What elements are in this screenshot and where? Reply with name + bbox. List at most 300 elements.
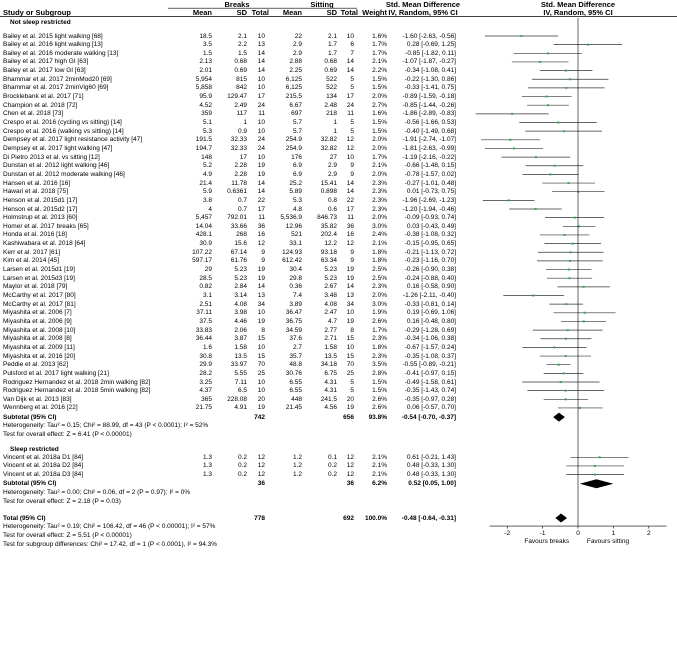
- effect-ci: -0.15 [-0.95, 0.65]: [404, 240, 456, 248]
- total-breaks: 36: [257, 222, 265, 230]
- effect-ci: -0.23 [-1.16, 0.70]: [404, 257, 456, 265]
- mean-breaks: 3.1: [202, 292, 212, 299]
- sd-sitting: 1: [333, 119, 337, 126]
- total-sitting: 11: [347, 110, 354, 118]
- mean-sitting: 5.7: [292, 127, 302, 135]
- subgroup-title: Not sleep restricted: [10, 19, 71, 26]
- weight: 3.0%: [372, 300, 387, 308]
- sd-breaks: 33.97: [230, 361, 247, 369]
- total-sitting: 12: [346, 144, 354, 152]
- study-name: Brocklebank et al. 2017 [71]: [3, 93, 84, 101]
- total-sitting: 14: [346, 58, 354, 66]
- weight: 1.5%: [372, 378, 387, 386]
- sd-sitting: 2.67: [324, 283, 337, 291]
- subtotal-weight: 6.2%: [372, 480, 387, 488]
- mean-breaks: 4.9: [202, 170, 212, 178]
- mean-sitting: 521: [291, 231, 302, 239]
- mean-breaks: 29.9: [199, 361, 212, 369]
- weight: 1.6%: [372, 32, 387, 40]
- mean-sitting: 30.4: [289, 266, 302, 274]
- mean-breaks: 36.44: [195, 335, 212, 343]
- mean-sitting: 448: [291, 395, 302, 403]
- point-estimate: [594, 474, 596, 476]
- weight-header: Weight: [362, 7, 387, 17]
- effect-ci: -0.24 [-0.88, 0.40]: [404, 274, 456, 282]
- weight: 2.3%: [372, 283, 387, 291]
- x-tick-label: 1: [611, 530, 616, 538]
- total-sitting: 5: [350, 387, 354, 395]
- sd-sitting: 32.82: [320, 144, 337, 152]
- weight: 2.3%: [372, 352, 387, 360]
- total-weight: 100.0%: [364, 514, 387, 522]
- point-estimate: [558, 364, 560, 366]
- smd-plot-method-header: IV, Random, 95% CI: [543, 7, 613, 17]
- effect-ci: -1.81 [-2.63, -0.99]: [402, 144, 456, 152]
- study-name: Crespo et al. 2016 (cycling vs sitting) [14]: [3, 119, 122, 126]
- sd-sitting: 93.18: [320, 248, 337, 256]
- sd-sitting: 0.898: [320, 188, 337, 196]
- effect-ci: 0.16 [-0.48, 0.80]: [406, 317, 456, 325]
- total-breaks: 19: [257, 404, 265, 412]
- total-breaks: 34: [257, 300, 265, 308]
- total-breaks: 14: [257, 283, 265, 291]
- point-estimate: [584, 312, 586, 314]
- total-sitting: 22: [346, 196, 354, 204]
- sd-sitting: 134: [326, 93, 337, 101]
- study-name: Vincent et al. 2018a D2 [84]: [3, 462, 84, 470]
- sd-breaks: 5.55: [234, 369, 247, 377]
- point-estimate: [567, 329, 569, 331]
- study-name: Hansen et al. 2016 [16]: [3, 179, 71, 187]
- point-estimate: [565, 70, 567, 72]
- study-name: Bhammar et al. 2017 2minMod20 [69]: [3, 75, 112, 83]
- sd-breaks: 0.2: [237, 471, 247, 479]
- weight: 1.7%: [372, 41, 387, 49]
- point-estimate: [563, 130, 565, 132]
- weight: 1.6%: [372, 110, 387, 118]
- total-sitting: 70: [346, 361, 354, 369]
- mean-sitting: 3.89: [289, 300, 302, 308]
- mean-sitting: 697: [291, 110, 302, 118]
- sd-breaks: 129.47: [227, 93, 247, 101]
- subtotal-diamond: [553, 413, 565, 422]
- mean-sitting: 6,125: [285, 75, 302, 83]
- total-label: Total (95% CI): [3, 514, 46, 522]
- mean-sitting: 6.9: [292, 170, 302, 178]
- point-estimate: [547, 104, 549, 106]
- mean-header-breaks: Mean: [192, 7, 212, 17]
- mean-breaks: 191.5: [195, 136, 212, 144]
- mean-sitting: 35.7: [289, 352, 302, 360]
- sd-sitting: 4.08: [324, 300, 337, 308]
- total-sitting: 19: [346, 266, 354, 274]
- study-name: Vincent et al. 2018a D3 [84]: [3, 471, 84, 479]
- point-estimate: [535, 156, 537, 158]
- mean-breaks: 1.3: [202, 462, 212, 470]
- total-sitting: 10: [346, 153, 354, 161]
- point-estimate: [535, 208, 537, 210]
- point-estimate: [565, 390, 567, 392]
- mean-breaks: 5,954: [195, 75, 212, 83]
- mean-sitting: 4.8: [292, 205, 302, 213]
- mean-sitting: 124.93: [282, 248, 302, 256]
- total-overall-effect: Test for overall effect: Z = 5.51 (P < 0.00001): [3, 531, 132, 539]
- mean-sitting: 612.42: [282, 257, 302, 265]
- mean-sitting: 25.2: [289, 179, 302, 187]
- sd-breaks: 6.5: [237, 387, 247, 395]
- point-estimate: [583, 286, 585, 288]
- weight: 1.5%: [372, 75, 387, 83]
- total-breaks: 10: [257, 378, 265, 386]
- study-name: Crespo et al. 2016 (walking vs sitting) [14]: [3, 127, 124, 135]
- total-breaks: 10: [257, 84, 265, 92]
- point-estimate: [560, 381, 562, 383]
- sd-breaks: 2.28: [234, 170, 247, 178]
- effect-ci: -0.85 [-1.82, 0.11]: [405, 49, 456, 57]
- mean-breaks: 2.13: [199, 58, 212, 66]
- weight: 2.2%: [372, 67, 387, 75]
- total-sitting: 11: [347, 214, 354, 222]
- mean-sitting: 5.3: [292, 196, 302, 204]
- effect-ci: -0.85 [-1.44, -0.26]: [402, 101, 456, 109]
- weight: 1.5%: [372, 119, 387, 126]
- sd-breaks: 268: [236, 231, 247, 239]
- sd-sitting: 6.75: [324, 369, 337, 377]
- sd-sitting: 2.77: [324, 326, 337, 334]
- study-name: Dunstan et al. 2012 moderate walking [46]: [3, 170, 125, 178]
- total-sitting: 10: [346, 32, 354, 40]
- weight: 2.5%: [372, 274, 387, 282]
- mean-breaks: 5,858: [195, 84, 212, 92]
- total-breaks: 9: [261, 257, 265, 265]
- smd-plot-header: Std. Mean Difference: [540, 0, 616, 9]
- study-name: Bailey et al. 2015 light walking [68]: [3, 32, 103, 40]
- sd-breaks: 15.6: [234, 240, 247, 248]
- point-estimate: [569, 78, 571, 80]
- effect-ci: -0.09 [-0.93, 0.74]: [404, 214, 456, 222]
- sd-sitting: 63.34: [320, 257, 337, 265]
- weight: 2.0%: [372, 170, 387, 178]
- sd-sitting: 241.5: [320, 395, 337, 403]
- study-name: Bailey et al. 2017 low GI [63]: [3, 67, 86, 75]
- sd-breaks: 4.08: [234, 300, 247, 308]
- x-tick-label: 0: [576, 530, 580, 538]
- mean-breaks: 37.11: [196, 309, 212, 317]
- sd-sitting: 13.5: [324, 352, 337, 360]
- point-estimate: [562, 372, 564, 374]
- sd-sitting: 2.9: [327, 162, 337, 170]
- total-breaks: 11: [258, 110, 265, 118]
- study-name: Henson et al. 2015d2 [17]: [3, 205, 78, 213]
- mean-sitting: 48.8: [289, 361, 302, 369]
- mean-sitting: 254.9: [285, 136, 302, 144]
- effect-ci: -1.20 [-1.94, -0.46]: [402, 205, 456, 213]
- sd-sitting: 4.31: [324, 387, 337, 395]
- subtotal-total-sitting: 36: [346, 480, 354, 488]
- total-breaks: 24: [257, 144, 265, 152]
- study-name: Maylor et al. 2018 [79]: [3, 283, 68, 291]
- effect-ci: -0.35 [-0.97, 0.28]: [404, 395, 456, 403]
- total-sitting: 6: [350, 41, 354, 49]
- total-breaks: 20: [257, 395, 265, 403]
- total-sitting: 12: [346, 471, 354, 479]
- mean-breaks: 2.51: [199, 300, 212, 308]
- effect-ci: 0.28 [-0.69, 1.25]: [406, 41, 456, 49]
- sd-breaks: 0.9: [237, 127, 247, 135]
- effect-ci: -0.26 [-0.90, 0.38]: [404, 266, 456, 274]
- point-estimate: [553, 346, 555, 348]
- total-diamond: [555, 514, 567, 523]
- mean-sitting: 2.7: [292, 343, 302, 351]
- total-sitting: 10: [346, 309, 354, 317]
- study-name: Pulsford et al. 2017 light walking [21]: [3, 369, 109, 377]
- sd-sitting: 5.23: [324, 274, 337, 282]
- favours-sitting-label: Favours sitting: [586, 538, 630, 546]
- subtotal-weight: 93.8%: [368, 413, 387, 421]
- study-name: Hawari et al. 2018 [75]: [3, 188, 69, 196]
- overall-effect-text: Test for overall effect: Z = 6.41 (P < 0.00001): [3, 430, 132, 438]
- total-breaks: 14: [257, 49, 265, 57]
- study-name: Bailey et al. 2017 high GI [63]: [3, 58, 89, 66]
- sd-breaks: 1.5: [237, 49, 247, 57]
- total-sitting: 14: [346, 283, 354, 291]
- total-sitting: 5: [350, 119, 354, 126]
- weight: 2.1%: [372, 471, 387, 479]
- sd-sitting: 15.41: [320, 179, 337, 187]
- mean-breaks: 0.82: [199, 283, 212, 291]
- point-estimate: [565, 355, 567, 357]
- study-name: Kim et al. 2014 [45]: [3, 257, 60, 265]
- point-estimate: [564, 234, 566, 236]
- study-name: Van Dijk et al. 2013 [83]: [3, 395, 72, 403]
- effect-ci: 0.01 [-0.73, 0.75]: [406, 188, 456, 196]
- subgroup-title: Sleep restricted: [10, 445, 59, 453]
- smd-header: Std. Mean Difference: [385, 0, 461, 9]
- total-breaks: 10: [257, 32, 265, 40]
- mean-sitting: 37.6: [289, 335, 302, 343]
- group-header-sitting: Sitting: [310, 0, 334, 9]
- effect-ci: -0.21 [-1.13, 0.72]: [404, 248, 456, 256]
- weight: 2.0%: [372, 292, 387, 299]
- total-sitting: 9: [350, 248, 354, 256]
- sd-sitting: 202.4: [320, 231, 337, 239]
- study-name: Bailey et al. 2016 moderate walking [13]: [3, 49, 119, 57]
- mean-breaks: 95.9: [199, 93, 212, 101]
- sd-breaks: 2.1: [237, 32, 247, 40]
- study-name: McCarthy et al. 2017 [80]: [3, 292, 76, 299]
- effect-ci: -0.35 [-1.08, 0.37]: [404, 352, 456, 360]
- study-name: Miyashita et al. 2008 [10]: [3, 326, 76, 334]
- mean-sitting: 34.59: [285, 326, 302, 334]
- study-name: Di Pietro 2013 et al. vs sitting [12]: [3, 153, 100, 161]
- study-name: Homer et al. 2017 breaks [65]: [3, 222, 89, 230]
- total-sitting: 13: [346, 292, 354, 299]
- total-sitting: 19: [346, 404, 354, 412]
- subtotal-total-sitting: 656: [343, 413, 354, 421]
- mean-breaks: 1.3: [202, 453, 212, 461]
- mean-header-sitting: Mean: [282, 7, 302, 17]
- sd-sitting: 4.31: [324, 378, 337, 386]
- weight: 2.1%: [372, 453, 387, 461]
- effect-ci: -1.07 [-1.87, -0.27]: [402, 58, 456, 66]
- study-name: Dempsey et al. 2017 light resistance activity [47]: [3, 136, 143, 144]
- mean-sitting: 6.9: [292, 162, 302, 170]
- mean-sitting: 6,125: [285, 84, 302, 92]
- mean-sitting: 30.76: [285, 369, 302, 377]
- effect-ci: 0.16 [-0.58, 0.90]: [406, 283, 456, 291]
- effect-ci: -0.34 [-1.06, 0.38]: [404, 335, 456, 343]
- effect-ci: -0.33 [-1.41, 0.75]: [404, 84, 456, 92]
- mean-breaks: 3.25: [199, 378, 212, 386]
- total-sitting: 17: [346, 205, 354, 213]
- total-breaks: 10: [257, 127, 265, 135]
- smd-method-header: IV, Random, 95% CI: [388, 7, 458, 17]
- mean-breaks: 5.3: [202, 127, 212, 135]
- effect-ci: -0.78 [-1.57, 0.02]: [404, 170, 456, 178]
- sd-breaks: 3.98: [234, 309, 247, 317]
- sd-sitting: 0.69: [324, 67, 337, 75]
- mean-sitting: 176: [291, 153, 302, 161]
- mean-sitting: 7.4: [292, 292, 302, 299]
- effect-ci: -0.41 [-0.97, 0.15]: [404, 369, 456, 377]
- weight: 2.8%: [372, 369, 387, 377]
- study-name: Honda et al. 2016 [18]: [3, 231, 67, 239]
- point-estimate: [599, 456, 601, 458]
- point-estimate: [565, 398, 567, 400]
- mean-sitting: 2.25: [289, 67, 302, 75]
- point-estimate: [579, 407, 581, 409]
- total-sitting: 19: [346, 317, 354, 325]
- effect-ci: -1.91 [-2.74, -1.07]: [402, 136, 456, 144]
- mean-breaks: 1.6: [202, 343, 212, 351]
- effect-ci: -1.26 [-2.11, -0.40]: [403, 292, 456, 299]
- total-breaks: 14: [257, 188, 265, 196]
- sd-breaks: 11.78: [231, 179, 247, 187]
- point-estimate: [572, 243, 574, 245]
- study-header: Study or Subgroup: [3, 7, 71, 17]
- total-breaks: 14: [257, 58, 265, 66]
- sd-sitting: 522: [326, 75, 337, 83]
- sd-header-sitting: SD: [326, 7, 337, 17]
- sd-sitting: 846.73: [317, 214, 337, 222]
- effect-ci: -0.34 [-1.08, 0.41]: [404, 67, 456, 75]
- total-breaks: 12: [257, 462, 265, 470]
- total-sitting: 12: [346, 453, 354, 461]
- sd-sitting: 2.48: [324, 101, 337, 109]
- mean-sitting: 12.96: [285, 222, 302, 230]
- sd-breaks: 61.76: [230, 257, 247, 265]
- total-breaks: 25: [257, 369, 265, 377]
- x-tick-label: -1: [539, 530, 546, 538]
- sd-breaks: 33.66: [230, 222, 247, 230]
- study-name: Bailey et al. 2016 light walking [13]: [3, 41, 103, 49]
- effect-ci: 0.06 [-0.57, 0.70]: [406, 404, 456, 412]
- favours-breaks-label: Favours breaks: [524, 538, 570, 546]
- mean-sitting: 5.7: [292, 119, 302, 126]
- mean-sitting: 0.36: [289, 283, 302, 291]
- mean-breaks: 33.83: [195, 326, 212, 334]
- mean-breaks: 359: [201, 110, 212, 118]
- weight: 1.7%: [372, 49, 387, 57]
- study-name: Kashiwabara et al. 2018 [64]: [3, 240, 86, 248]
- effect-ci: -0.27 [-1.01, 0.48]: [404, 179, 456, 187]
- point-estimate: [577, 191, 579, 193]
- weight: 3.5%: [372, 361, 387, 369]
- total-sitting: 12: [346, 462, 354, 470]
- total-heterogeneity: Heterogeneity: Tau² = 0.19; Chi² = 106.42, df = 46 (P < 0.00001); I² = 57%: [3, 523, 216, 531]
- weight: 2.6%: [372, 395, 387, 403]
- total-breaks: 19: [257, 170, 265, 178]
- sd-sitting: 2.47: [324, 309, 337, 317]
- weight: 2.0%: [372, 144, 387, 152]
- weight: 2.7%: [372, 101, 387, 109]
- heterogeneity-text: Heterogeneity: Tau² = 0.15; Chi² = 88.99, df = 43 (P < 0.0001); I² = 52%: [3, 422, 209, 430]
- mean-breaks: 5.1: [202, 119, 212, 126]
- total-sitting: 25: [346, 369, 354, 377]
- sd-sitting: 0.68: [324, 58, 337, 66]
- mean-breaks: 37.5: [199, 317, 212, 325]
- point-estimate: [565, 87, 567, 89]
- mean-breaks: 30.8: [199, 352, 212, 360]
- weight: 2.3%: [372, 196, 387, 204]
- sd-breaks: 2.84: [234, 283, 247, 291]
- mean-sitting: 5,536.9: [280, 214, 302, 222]
- mean-breaks: 428.1: [195, 231, 212, 239]
- sd-sitting: 35.82: [320, 222, 337, 230]
- sd-sitting: 0.2: [327, 471, 337, 479]
- weight: 2.3%: [372, 179, 387, 187]
- sd-sitting: 1.7: [327, 49, 337, 57]
- mean-sitting: 1.2: [292, 453, 302, 461]
- total-breaks: 14: [257, 67, 265, 75]
- weight: 2.3%: [372, 335, 387, 343]
- effect-ci: -0.55 [-0.89, -0.21]: [402, 361, 456, 369]
- subtotal-ci: 0.52 [0.05, 1.00]: [408, 480, 456, 488]
- weight: 1.7%: [372, 326, 387, 334]
- total-sitting: 10: [346, 343, 354, 351]
- point-estimate: [570, 251, 572, 253]
- mean-sitting: 36.75: [285, 317, 302, 325]
- subtotal-total-breaks: 742: [254, 413, 265, 421]
- point-estimate: [547, 52, 549, 54]
- total-sitting: 36: [346, 222, 354, 230]
- sd-sitting: 0.2: [327, 462, 337, 470]
- total-sitting: 15: [346, 352, 354, 360]
- effect-ci: -1.96 [-2.69, -1.23]: [402, 196, 456, 204]
- weight: 2.3%: [372, 188, 387, 196]
- effect-ci: -0.22 [-1.30, 0.86]: [404, 75, 456, 83]
- study-name: Dunstan et al. 2012 light walking [46]: [3, 162, 110, 170]
- total-breaks: 15: [257, 352, 265, 360]
- point-estimate: [532, 295, 534, 297]
- mean-breaks: 21.4: [199, 179, 212, 187]
- point-estimate: [557, 122, 559, 124]
- mean-breaks: 14.04: [195, 222, 212, 230]
- weight: 2.0%: [372, 93, 387, 101]
- total-breaks: 70: [257, 361, 265, 369]
- mean-breaks: 18.5: [199, 32, 212, 40]
- total-breaks: 10: [257, 387, 265, 395]
- study-name: Holmstrup et al. 2013 [60]: [3, 214, 78, 222]
- mean-sitting: 29.8: [289, 274, 302, 282]
- sd-sitting: 2.1: [327, 32, 337, 40]
- point-estimate: [569, 277, 571, 279]
- effect-ci: -0.67 [-1.57, 0.24]: [404, 343, 456, 351]
- sd-breaks: 1.58: [234, 343, 247, 351]
- mean-sitting: 22: [294, 32, 302, 40]
- weight: 1.8%: [372, 257, 387, 265]
- total-sitting: 17: [346, 93, 354, 101]
